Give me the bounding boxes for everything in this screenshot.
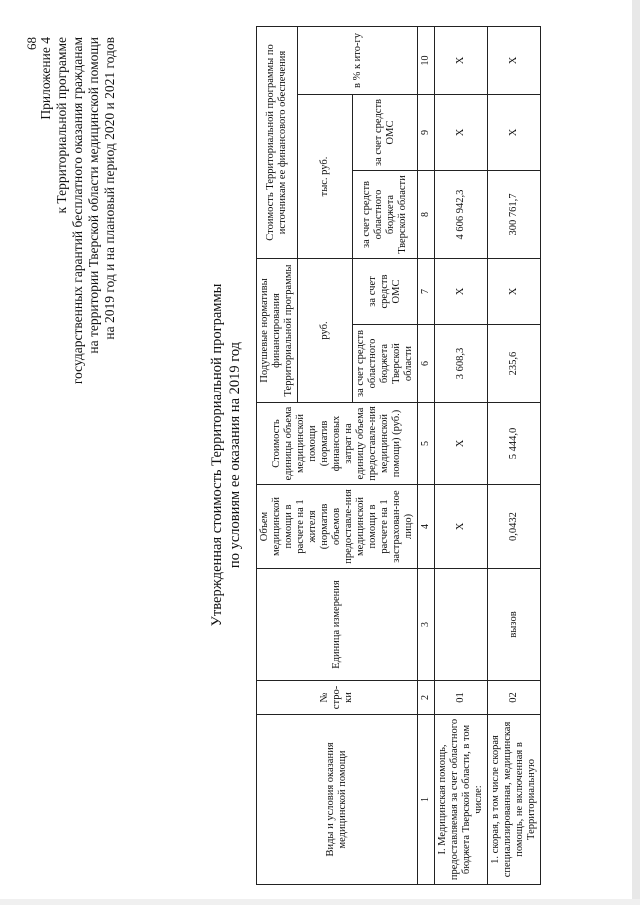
col-number: 10 — [418, 26, 435, 94]
row-total-budget: 4 606 942,3 — [435, 171, 488, 259]
col-number: 7 — [418, 259, 435, 325]
row-per-capita-oms: X — [488, 259, 541, 325]
row-cost: X — [435, 403, 488, 485]
row-percent: X — [488, 26, 541, 94]
row-total-oms: X — [435, 95, 488, 171]
document-title — [208, 25, 244, 885]
appendix-line-1: Приложение 4 — [38, 37, 53, 120]
row-per-capita-oms: X — [435, 259, 488, 325]
scan-bottom-shadow — [0, 899, 640, 905]
header-col-7: за счет средств ОМС — [353, 259, 418, 325]
row-percent: X — [435, 26, 488, 94]
header-unit-rub: руб. — [298, 259, 353, 403]
row-name: I. Медицинская помощь, предоставляемая за счет областного бюджета Тверской области, в том числе: — [435, 715, 488, 885]
row-per-capita-budget: 3 608,3 — [435, 325, 488, 403]
row-volume: X — [435, 485, 488, 569]
col-number: 2 — [418, 681, 435, 715]
col-number: 4 — [418, 485, 435, 569]
table-row — [488, 26, 541, 884]
row-total-oms: X — [488, 95, 541, 171]
header-col-5: Стоимость единицы объема медицинской помощи (норматив финансовых затрат на единицу объема предоставле-ния медицинской помощи) (руб.) — [257, 403, 418, 485]
header-col-4: Объем медицинской помощи в расчете на 1 жителя (норматив объемов предоставле-ния медицинской помощи в расчете на 1 застрахован-ное лицо) — [257, 485, 418, 569]
header-col-6: за счет средств областного бюджета Тверской области — [353, 325, 418, 403]
header-col-3: Единица измерения — [257, 569, 418, 681]
appendix-line-4: на территории Тверской области медицинской помощи — [86, 37, 101, 354]
title-line-1: Утвержденная стоимость Территориальной программы — [209, 283, 225, 627]
header-col-10: в % к ито-гу — [298, 26, 418, 94]
col-number: 1 — [418, 715, 435, 885]
col-number: 6 — [418, 325, 435, 403]
appendix-line-2: к Территориальной программе — [54, 37, 69, 214]
header-col-1: Виды и условия оказания медицинской помощи — [257, 715, 418, 885]
header-group-per-capita: Подушевые нормативы финансирования Территориальной программы — [257, 259, 298, 403]
column-number-row — [418, 26, 435, 884]
title-line-2: по условиям ее оказания на 2019 год — [227, 341, 243, 569]
page-number: 68 — [24, 37, 39, 50]
header-col-9: за счет средств ОМС — [353, 95, 418, 171]
scan-edge-shadow — [632, 0, 640, 905]
header-col-2: № стро-ки — [257, 681, 418, 715]
appendix-line-5: на 2019 год и на плановый период 2020 и 2021 годов — [102, 37, 117, 340]
row-line-number: 02 — [488, 681, 541, 715]
header-unit-thousand-rub: тыс. руб. — [298, 95, 353, 259]
col-number: 9 — [418, 95, 435, 171]
appendix-header — [38, 37, 118, 557]
col-number: 3 — [418, 569, 435, 681]
col-number: 8 — [418, 171, 435, 259]
row-unit: вызов — [488, 569, 541, 681]
row-volume: 0,0432 — [488, 485, 541, 569]
header-col-8: за счет средств областного бюджета Тверской области — [353, 171, 418, 259]
row-line-number: 01 — [435, 681, 488, 715]
col-number: 5 — [418, 403, 435, 485]
row-total-budget: 300 761,7 — [488, 171, 541, 259]
row-unit — [435, 569, 488, 681]
appendix-line-3: государственных гарантий бесплатного оказания гражданам — [70, 37, 85, 385]
rotated-document-sheet — [20, 25, 620, 885]
header-row-1 — [257, 26, 298, 884]
cost-table — [256, 26, 541, 885]
row-cost: 5 444,0 — [488, 403, 541, 485]
row-name: 1. скорая, в том числе скорая специализированная, медицинская помощь, не включенная в Территориальную — [488, 715, 541, 885]
row-per-capita-budget: 235,6 — [488, 325, 541, 403]
header-group-total: Стоимость Территориальной программы по источникам ее финансового обеспечения — [257, 26, 298, 258]
table-row — [435, 26, 488, 884]
